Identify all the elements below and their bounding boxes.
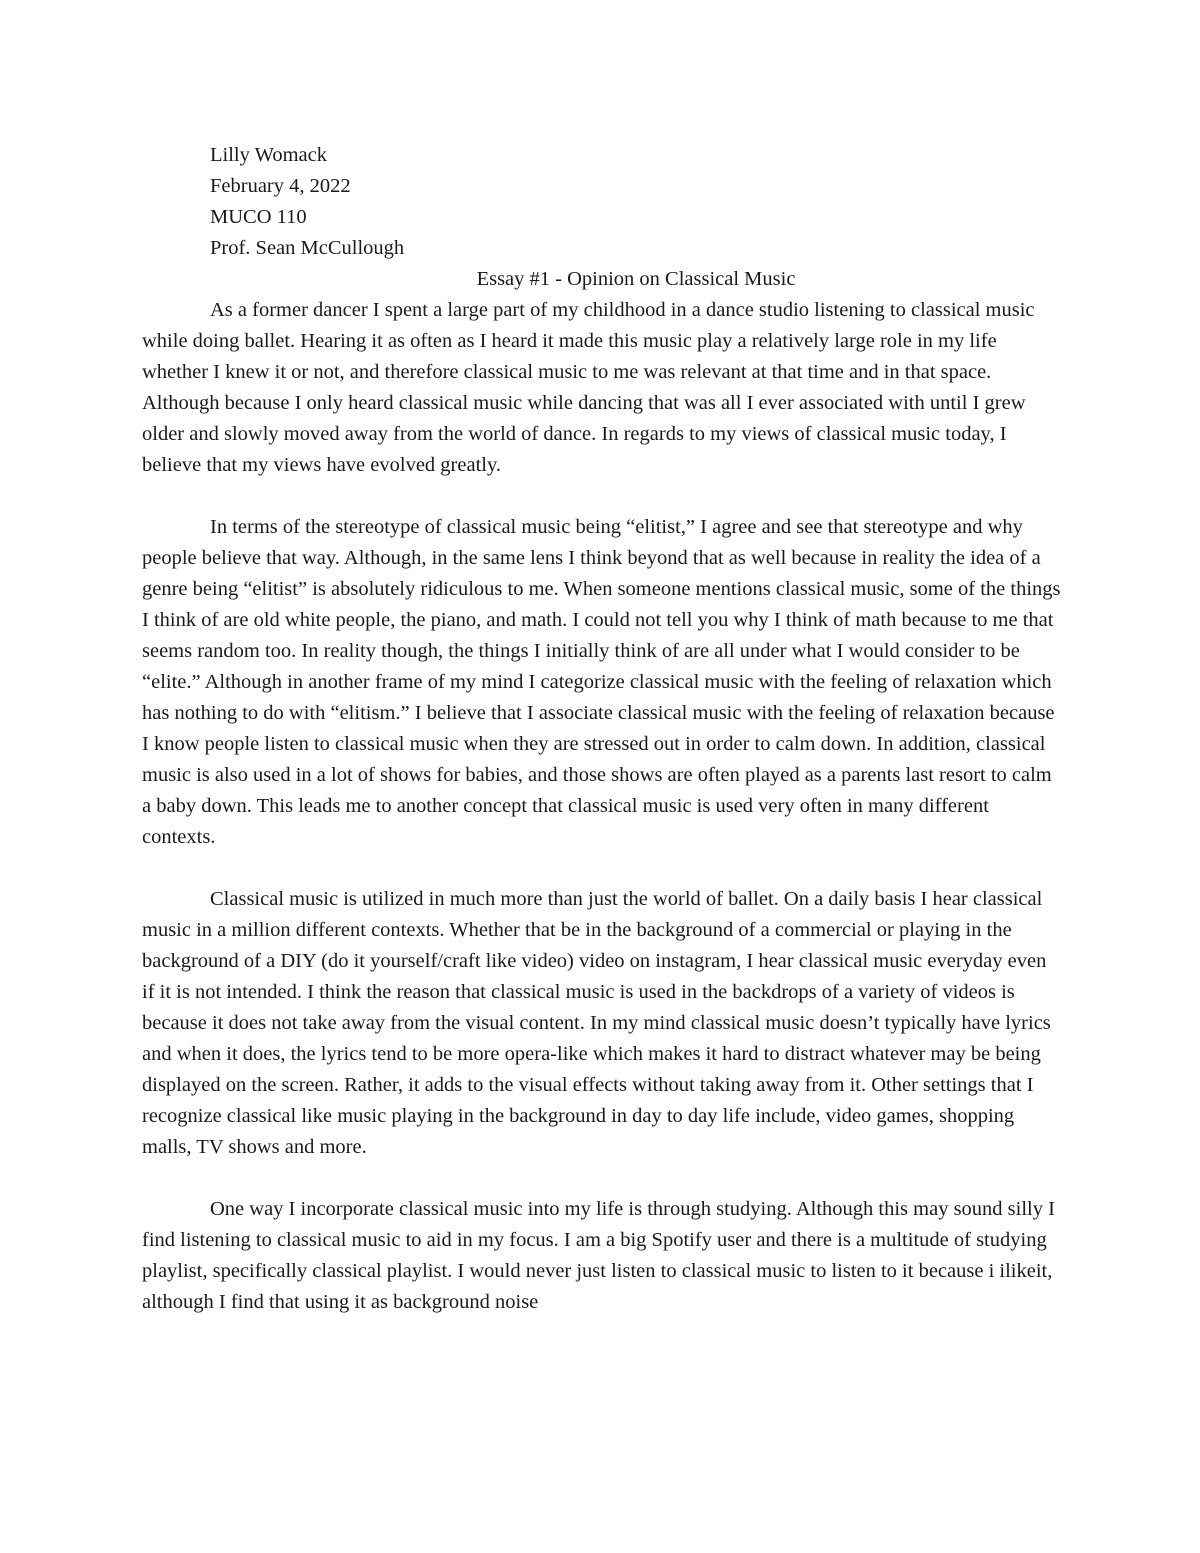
paragraph-4: One way I incorporate classical music into my life is through studying. Although this may sound silly I find listening to classical music to aid in my focus. I am a big Spotify user and there is a multitude of studying playlist, specifically classical playlist. I would never just listen to classical music to listen to it because i ilikeit, although I find that using it as background noise — [142, 1198, 1055, 1313]
paragraph-3: Classical music is utilized in much more than just the world of ballet. On a daily basis I hear classical music in a million different contexts. Whether that be in the background of a commercial or playing in the background of a DIY (do it yourself/craft like video) video on instagram, I hear classical music everyday even if it is not intended. I think the reason that classical music is used in the backdrops of a variety of videos is because it does not take away from the visual content. In my mind classical music doesn’t typically have lyrics and when it does, the lyrics tend to be more opera-like which makes it hard to distract whatever may be being displayed on the screen. Rather, it adds to the visual effects without taking away from it. Other settings that I recognize classical like music playing in the background in day to day life include, video games, shopping malls, TV shows and more. — [142, 888, 1051, 1158]
course-code: MUCO 110 — [210, 206, 307, 228]
paragraph-2: In terms of the stereotype of classical music being “elitist,” I agree and see that stereotype and why people believe that way. Although, in the same lens I think beyond that as well because in reality the idea of a genre being “elitist” is absolutely ridiculous to me. When someone mentions classical music, some of the things I think of are old white people, the piano, and math. I could not tell you why I think of math because to me that seems random too. In reality though, the things I initially think of are all under what I would consider to be “elite.” Although in another frame of my mind I categorize classical music with the feeling of relaxation which has nothing to do with “elitism.” I believe that I associate classical music with the feeling of relaxation because I know people listen to classical music when they are stressed out in order to calm down. In addition, classical music is also used in a lot of shows for babies, and those shows are often played as a parents last resort to calm a baby down. This leads me to another concept that classical music is used very often in many different contexts. — [142, 516, 1061, 848]
essay-title: Essay #1 - Opinion on Classical Music — [476, 268, 796, 290]
essay-date: February 4, 2022 — [210, 175, 351, 197]
essay-body — [142, 140, 1062, 1318]
professor-name: Prof. Sean McCullough — [210, 237, 405, 259]
author-name: Lilly Womack — [210, 144, 327, 166]
paragraph-1: As a former dancer I spent a large part of my childhood in a dance studio listening to classical music while doing ballet. Hearing it as often as I heard it made this music play a relatively large role in my life whether I knew it or not, and therefore classical music to me was relevant at that time and in that space. Although because I only heard classical music while dancing that was all I ever associated with until I grew older and slowly moved away from the world of dance. In regards to my views of classical music today, I believe that my views have evolved greatly. — [142, 299, 1035, 476]
